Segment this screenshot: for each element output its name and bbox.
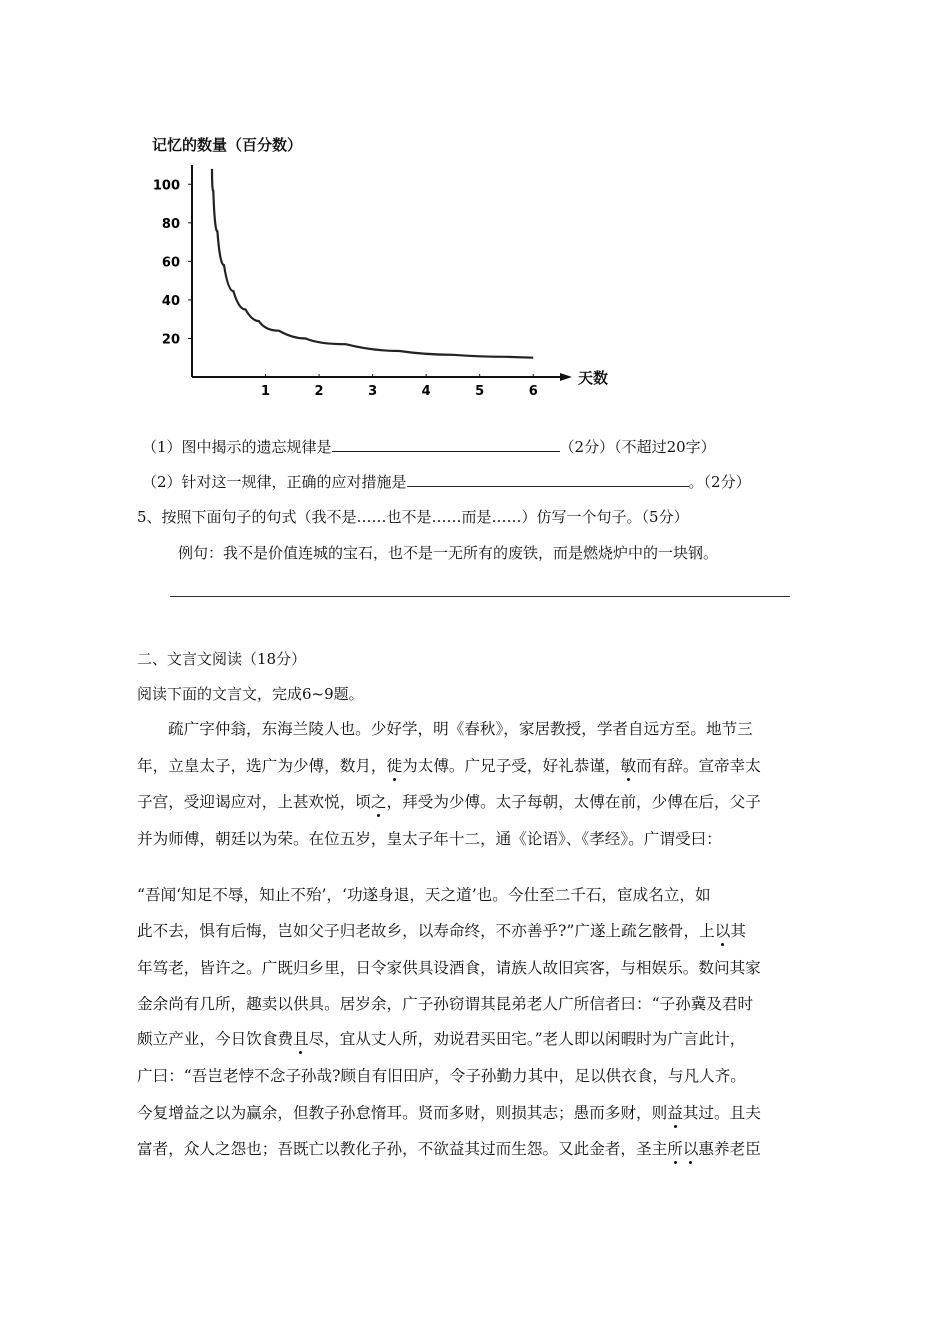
- question-1-score: （2分）（不超过20字）: [559, 438, 716, 456]
- passage-text: 惠养老臣: [698, 1140, 761, 1158]
- answer-blank-1[interactable]: [332, 436, 560, 452]
- x-tick-label: 2: [314, 384, 324, 399]
- x-axis-arrow: [560, 373, 572, 381]
- passage-line-7: 年笃老，皆许之。广既归乡里，日令家供具设酒食，请族人故旧宾客，与相娱乐。数问其家: [137, 959, 761, 977]
- answer-line-5[interactable]: [170, 596, 790, 597]
- question-1-text: （1）图中揭示的遗忘规律是: [142, 438, 332, 456]
- x-tick-label: 5: [475, 384, 485, 399]
- x-tick-label: 1: [261, 384, 271, 399]
- passage-line-11: [137, 1103, 761, 1123]
- question-5-example: 例句：我不是价值连城的宝石，也不是一无所有的废铁，而是燃烧炉中的一块钢。: [178, 544, 719, 562]
- chart-x-title: 天数: [578, 369, 609, 387]
- chart-y-title: 记忆的数量（百分数）: [152, 136, 303, 154]
- emphasis-char: 益: [667, 1104, 683, 1122]
- y-tick-label: 40: [161, 293, 180, 309]
- section-2-heading: 二、文言文阅读（18分）: [137, 650, 307, 668]
- passage-line-8: 金余尚有几所，趣卖以供具。居岁余，广子孙窃谓其昆弟老人广所信者曰：“子孙冀及君时: [137, 995, 754, 1013]
- question-5-title: 5、按照下面句子的句式（我不是……也不是……而是……）仿写一个句子。（5分）: [137, 508, 689, 526]
- curve-line: [212, 169, 533, 358]
- passage-text: 今复增益之以为赢余，但教子孙怠惰耳。贤而多财，则损其志；愚而多财，则: [137, 1104, 668, 1122]
- question-2-end: 。（2分）: [688, 473, 751, 491]
- passage-text: 此不去，惧有后悔，岂如父子归老故乡，以寿命终，不亦善乎?”广遂上疏乞骸骨，上: [137, 922, 715, 940]
- emphasis-char: 徙: [386, 757, 403, 775]
- passage-line-4: 并为师傅，朝廷以为荣。在位五岁，皇太子年十二，通《论语》、《孝经》。广谓受曰：: [137, 830, 722, 848]
- y-tick-label: 100: [152, 178, 180, 194]
- answer-blank-2[interactable]: [407, 471, 689, 487]
- passage-line-3: [137, 792, 761, 812]
- section-2-instruction: 阅读下面的文言文，完成6~9题。: [137, 685, 364, 703]
- y-tick-label: 20: [161, 332, 180, 348]
- x-tick-label: 3: [368, 384, 378, 399]
- question-2-text: （2）针对这一规律，正确的应对措施是: [142, 473, 407, 491]
- y-tick-label: 60: [161, 255, 180, 271]
- passage-text: 其过。且夫: [682, 1104, 761, 1122]
- passage-text: ，拜受为少傅。太子每朝，太傅在前，少傅在后，父子: [386, 793, 761, 811]
- passage-line-1: 疏广字仲翁，东海兰陵人也。少好学，明《春秋》，家居教授，学者自远方至。地节三: [168, 720, 753, 738]
- x-tick-label: 4: [421, 384, 431, 399]
- passage-text: 而有辞。宣帝幸太: [636, 757, 761, 775]
- passage-text: 富者，众人之怨也；吾既亡以教化子孙，不欲益其过而生怨。又此金者，圣主: [137, 1140, 668, 1158]
- passage-text: 为太傅。广兄子受，好礼恭谨，: [402, 757, 621, 775]
- x-tick-label: 6: [528, 384, 538, 399]
- passage-line-12: [137, 1139, 761, 1159]
- question-2: [142, 471, 751, 492]
- emphasis-char: 以: [682, 1140, 699, 1158]
- passage-text: 年，立皇太子，选广为少傅，数月，: [137, 757, 387, 775]
- emphasis-char: 所: [667, 1140, 683, 1158]
- passage-text: 尽，宜从丈人所，劝说君买田宅。”老人即以闲暇时为广言此计，: [308, 1030, 746, 1048]
- forgetting-curve-chart: [140, 125, 660, 410]
- passage-line-2: [137, 756, 761, 776]
- y-tick-label: 80: [161, 216, 180, 232]
- passage-text: 子宫，受迎谒应对，上甚欢悦，顷: [137, 793, 371, 811]
- emphasis-char: 以: [714, 922, 731, 940]
- emphasis-char: 且: [292, 1030, 309, 1048]
- passage-line-6: [137, 921, 746, 941]
- emphasis-char: 之: [370, 793, 387, 811]
- passage-text: 其: [730, 922, 746, 940]
- passage-line-10: 广曰：“吾岂老悖不念子孙哉?顾自有旧田庐，令子孙勤力其中，足以供衣食，与凡人齐。: [137, 1067, 746, 1085]
- passage-text: 颇立产业，今日饮食费: [137, 1030, 293, 1048]
- passage-line-5: “吾闻‘知足不辱，知止不殆’，‘功遂身退，天之道’也。今仕至二千石，宦成名立，如: [137, 886, 711, 904]
- passage-line-9: [137, 1029, 745, 1049]
- emphasis-char: 敏: [620, 757, 637, 775]
- question-1: [142, 436, 716, 457]
